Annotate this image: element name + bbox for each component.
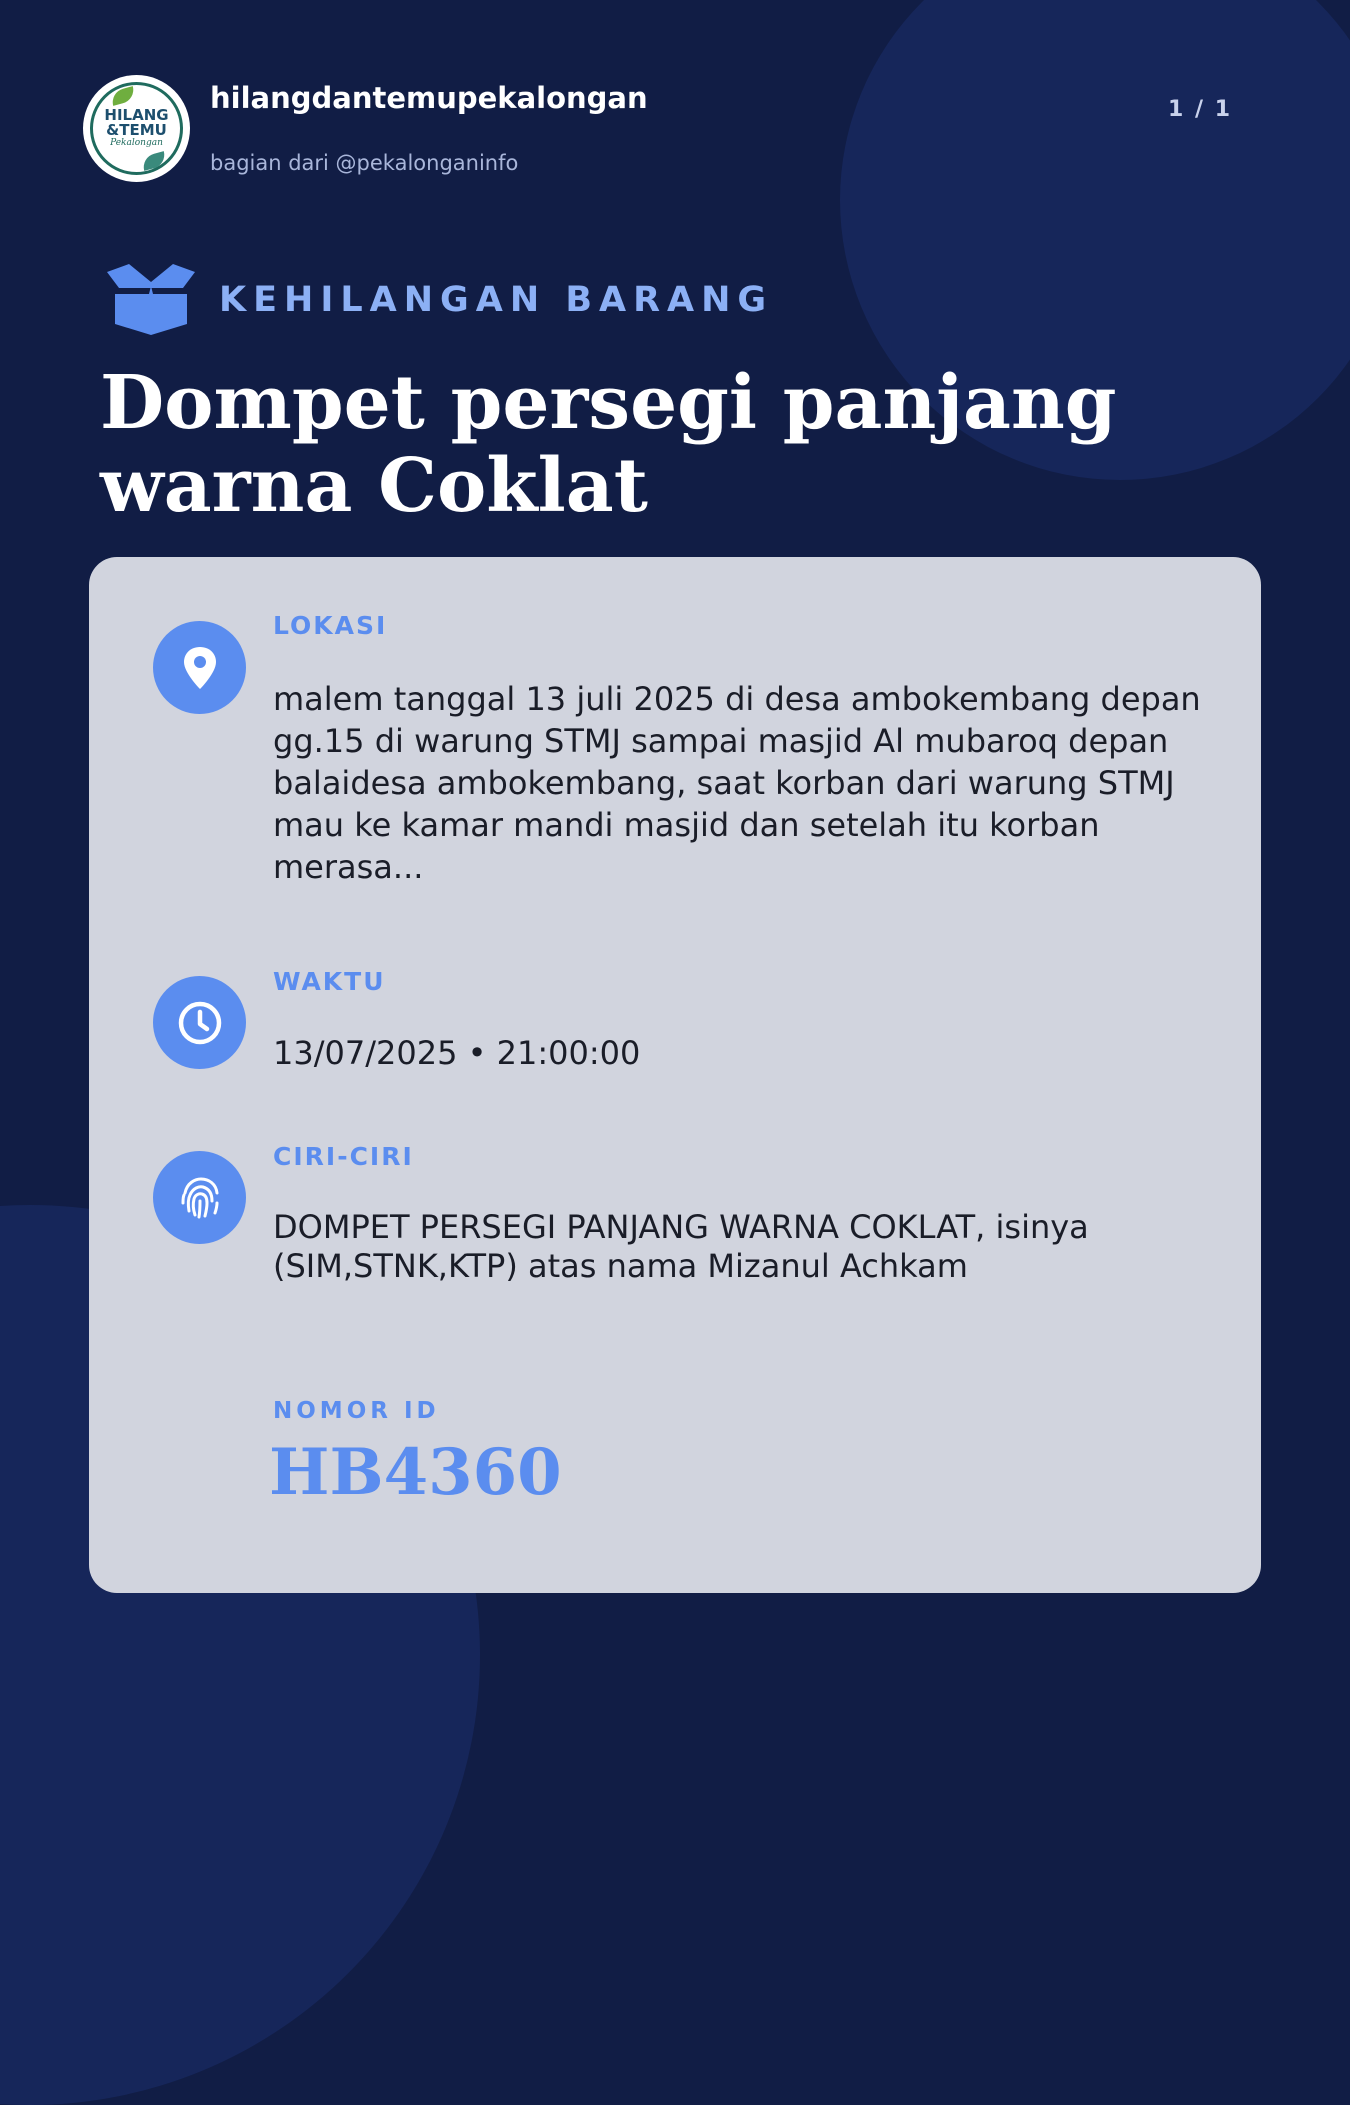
box-icon xyxy=(103,262,199,337)
location-label: LOKASI xyxy=(273,611,388,640)
time-text: 13/07/2025 • 21:00:00 xyxy=(273,1034,641,1072)
post-header xyxy=(83,75,1263,185)
leaf-icon xyxy=(141,151,168,171)
details-card xyxy=(89,557,1261,1593)
category-row xyxy=(103,262,773,337)
id-label: NOMOR ID xyxy=(273,1398,440,1424)
clock-icon xyxy=(153,976,246,1069)
account-name[interactable]: hilangdantemupekalongan xyxy=(210,81,648,115)
logo-text-line3: Pekalongan xyxy=(110,138,163,148)
account-subtitle: bagian dari @pekalonganinfo xyxy=(210,151,519,175)
fingerprint-icon xyxy=(153,1151,246,1244)
category-label: KEHILANGAN BARANG xyxy=(219,279,774,320)
logo-text-line2: &TEMU xyxy=(106,121,167,139)
logo-badge xyxy=(90,82,183,175)
features-label: CIRI-CIRI xyxy=(273,1142,414,1171)
time-label: WAKTU xyxy=(273,967,386,996)
location-text: malem tanggal 13 juli 2025 di desa ambokembang depan gg.15 di warung STMJ sampai masjid Al mubaroq depan balaidesa ambokembang, saat korban dari warung STMJ mau ke kamar mandi masjid dan setelah itu korban merasa... xyxy=(273,680,1201,886)
item-title: Dompet persegi panjang warna Coklat xyxy=(100,360,1117,529)
location-pin-icon xyxy=(153,621,246,714)
account-logo[interactable] xyxy=(83,75,190,182)
logo-text-line1: HILANG xyxy=(104,106,169,124)
id-value: HB4360 xyxy=(269,1435,562,1510)
features-text: DOMPET PERSEGI PANJANG WARNA COKLAT, isinya (SIM,STNK,KTP) atas nama Mizanul Achkam xyxy=(273,1208,1089,1285)
leaf-icon xyxy=(110,86,137,106)
page-counter: 1 / 1 xyxy=(1168,97,1232,122)
